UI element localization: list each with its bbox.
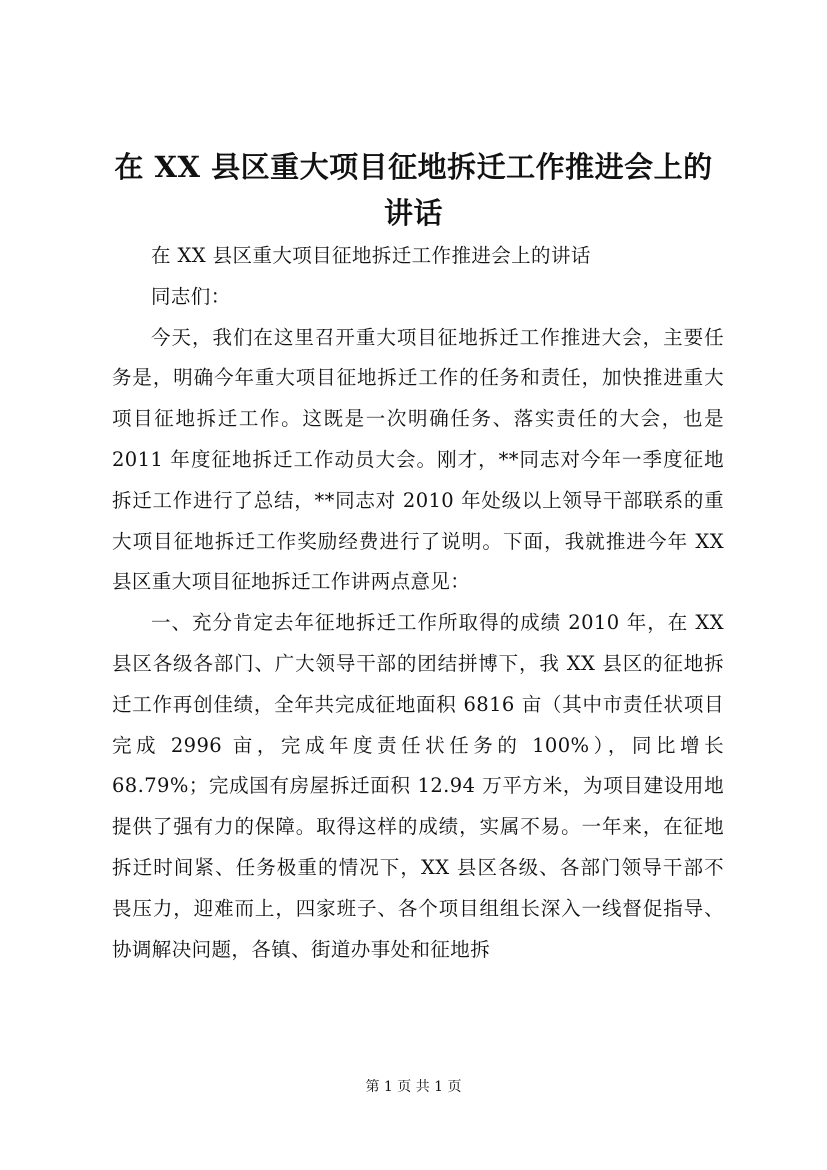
document-title: 在 XX 县区重大项目征地拆迁工作推进会上的讲话 [114,150,713,230]
body-paragraph: 今天，我们在这里召开重大项目征地拆迁工作推进大会，主要任务是，明确今年重大项目征地拆迁工作的任务和责任，加快推进重大项目征地拆迁工作。这既是一次明确任务、落实责任的大会，也是 2011 年度征地拆迁工作动员大会。刚才，**同志对今年一季度征地拆迁工作进行了总结，**同志对 2010 年处级以上领导干部联系的重大项目征地拆迁工作奖励经费进行了说明。下面，我就推进今年 XX 县区重大项目征地拆迁工作讲两点意见： [112,325,724,594]
subtitle-paragraph: 在 XX 县区重大项目征地拆迁工作推进会上的讲话 [151,244,591,267]
body-paragraph: 一、充分肯定去年征地拆迁工作所取得的成绩 2010 年，在 XX 县区各级各部门、广大领导干部的团结拼博下，我 XX 县区的征地拆迁工作再创佳绩，全年共完成征地面积 6816 亩（其中市责任状项目完成 2996 亩，完成年度责任状任务的 100%），同比增长 68.79%；完成国有房屋拆迁面积 12.94 万平方米，为项目建设用地提供了强有力的保障。取得这样的成绩，实属不易。一年来，在征地拆迁时间紧、任务极重的情况下，XX 县区各级、各部门领导干部不畏压力，迎难而上，四家班子、各个项目组组长深入一线督促指导、协调解决问题，各镇、街道办事处和征地拆 [112,611,724,961]
page-footer: 第 1 页 共 1 页 [365,1079,462,1095]
greeting-paragraph: 同志们： [151,284,231,308]
document-body [112,236,724,970]
